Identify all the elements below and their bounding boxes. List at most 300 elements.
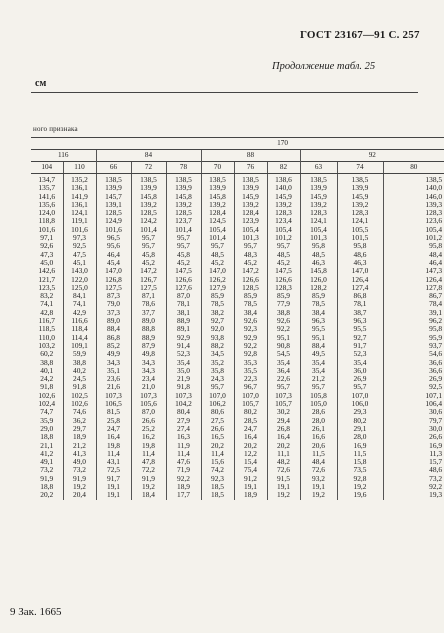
table-cell: 16,9 [353, 440, 367, 450]
table-cell: 45,2 [177, 257, 190, 267]
table-cell: 88,4 [312, 340, 325, 350]
table-cell: 22,3 [244, 374, 257, 384]
table-cell: 96,3 [312, 316, 325, 326]
table-cell: 126,6 [175, 274, 192, 284]
table-cell: 106,4 [425, 399, 443, 409]
value-column [337, 174, 383, 500]
table-cell: 87,1 [142, 291, 155, 301]
column-header: 80 [383, 162, 444, 174]
table-cell: 20,2 [277, 440, 290, 450]
table-cell: 49,5 [312, 349, 325, 359]
table-cell: 124,1 [310, 216, 327, 226]
table-cell: 96,2 [429, 316, 443, 326]
table-cell: 128,3 [275, 208, 292, 218]
table-cell: 91,5 [277, 473, 290, 483]
table-cell: 35,8 [211, 365, 224, 375]
table-cell: 73,5 [353, 465, 367, 475]
table-cell: 128,5 [105, 208, 122, 218]
table-cell: 18,5 [211, 490, 224, 500]
table-cell: 135,2 [71, 175, 88, 184]
table-cell: 80,6 [211, 407, 224, 417]
table-cell: 91,8 [177, 382, 190, 392]
table-cell: 78,5 [312, 299, 325, 309]
table-cell: 143,0 [71, 266, 88, 276]
table-cell: 78,4 [429, 299, 443, 309]
value-column [267, 174, 300, 500]
table-cell: 15,6 [211, 457, 224, 467]
table-cell: 128,5 [175, 208, 192, 218]
table-cell: 95,8 [353, 241, 367, 251]
table-cell: 72,5 [107, 465, 120, 475]
column-header: 78 [166, 162, 201, 174]
table-cell: 93,7 [429, 340, 443, 350]
value-column [96, 174, 131, 500]
table-cell: 127,8 [425, 282, 443, 292]
table-cell: 72,2 [142, 465, 155, 475]
table-cell: 49,1 [40, 457, 54, 467]
table-cell: 92,2 [277, 324, 290, 334]
table-cell: 86,7 [429, 291, 443, 301]
table-cell: 19,2 [73, 481, 86, 491]
continuation-note: Продолжение табл. 25 [272, 61, 376, 72]
table-cell: 105,4 [209, 224, 226, 234]
table-cell: 126,8 [105, 274, 122, 284]
table-cell: 19,3 [429, 490, 443, 500]
table-cell: 139,2 [209, 199, 226, 209]
table-cell: 96,5 [107, 233, 120, 243]
table-cell: 87,9 [142, 340, 155, 350]
table-cell: 118,5 [38, 324, 55, 334]
table-cell: 35,5 [244, 365, 257, 375]
table-cell: 45,2 [211, 257, 224, 267]
table-cell: 47,3 [40, 249, 54, 259]
table-cell: 139,2 [242, 199, 259, 209]
table-cell: 128,3 [275, 282, 292, 292]
value-column [63, 174, 96, 500]
table-cell: 95,7 [277, 241, 290, 251]
value-column [201, 174, 234, 500]
table-cell: 26,8 [277, 423, 290, 433]
table-cell: 45,1 [73, 257, 86, 267]
table-cell: 91,8 [73, 382, 86, 392]
table-cell: 92,9 [244, 332, 257, 342]
table-cell: 85,2 [107, 340, 120, 350]
table-cell: 139,2 [275, 199, 292, 209]
table-cell: 52,3 [177, 349, 190, 359]
table-cell: 24,7 [244, 423, 257, 433]
table-cell: 11,3 [429, 448, 443, 458]
table-cell: 54,5 [277, 349, 290, 359]
table-cell: 86,8 [107, 332, 120, 342]
table-cell: 19,1 [107, 490, 120, 500]
table-cell: 29,7 [73, 423, 86, 433]
table-cell: 40,2 [73, 365, 86, 375]
table-cell: 25,8 [107, 415, 120, 425]
table-cell: 95,9 [429, 332, 443, 342]
table-cell: 54,6 [429, 349, 443, 359]
height-header: 170 [31, 138, 444, 150]
table-cell: 52,3 [353, 349, 367, 359]
table-cell: 147,0 [351, 266, 369, 276]
table-cell: 35,4 [277, 357, 290, 367]
table-cell: 139,2 [351, 199, 369, 209]
table-cell: 95,6 [107, 241, 120, 251]
table-cell: 110,0 [38, 332, 55, 342]
table-cell: 123,9 [242, 216, 259, 226]
table-cell: 79,7 [429, 415, 443, 425]
table-cell: 26,1 [312, 423, 325, 433]
table-cell: 125,0 [71, 282, 88, 292]
table-cell: 92,5 [73, 241, 86, 251]
table-cell: 20,2 [244, 440, 257, 450]
table-cell: 41,2 [40, 448, 54, 458]
table-cell: 46,4 [429, 257, 443, 267]
table-cell: 48,3 [244, 249, 257, 259]
table-cell: 35,0 [177, 365, 190, 375]
table-cell: 126,0 [310, 274, 327, 284]
table-cell: 138,5 [105, 175, 122, 184]
table-cell: 97,3 [73, 233, 86, 243]
table-cell: 11,4 [142, 448, 155, 458]
table-cell: 12,2 [244, 448, 257, 458]
table-cell: 45,8 [142, 249, 155, 259]
data-table [31, 137, 444, 500]
table-cell: 78,1 [177, 299, 190, 309]
table-cell: 92,5 [429, 382, 443, 392]
table-cell: 101,2 [275, 233, 292, 243]
table-cell: 38,8 [73, 357, 86, 367]
table-cell: 34,5 [211, 349, 224, 359]
table-cell: 73,2 [73, 465, 86, 475]
table-cell: 147,5 [275, 266, 292, 276]
table-cell: 106,0 [351, 399, 369, 409]
table-cell: 92,7 [353, 332, 367, 342]
table-cell: 123,6 [425, 216, 443, 226]
table-cell: 26,6 [211, 423, 224, 433]
table-cell: 86,8 [353, 291, 367, 301]
table-cell: 77,9 [277, 299, 290, 309]
table-cell: 24,5 [73, 374, 86, 384]
table-cell: 48,2 [277, 457, 290, 467]
table-cell: 47,6 [177, 457, 190, 467]
table-cell: 147,3 [425, 266, 443, 276]
table-cell: 127,5 [140, 282, 157, 292]
table-cell: 21,0 [142, 382, 155, 392]
table-cell: 35,4 [312, 365, 325, 375]
table-body [31, 174, 444, 500]
table-cell: 15,8 [353, 457, 367, 467]
table-cell: 147,0 [105, 266, 122, 276]
table-cell: 105,4 [275, 224, 292, 234]
table-cell: 139,9 [242, 183, 259, 193]
table-cell: 107,0 [209, 390, 226, 400]
table-cell: 49,9 [107, 349, 120, 359]
table-cell: 49,0 [73, 457, 86, 467]
table-cell: 59,9 [73, 349, 86, 359]
table-cell: 105,5 [351, 224, 369, 234]
table-cell: 92,8 [244, 349, 257, 359]
table-cell: 16,4 [277, 432, 290, 442]
column-header: 66 [96, 162, 131, 174]
table-cell: 147,2 [140, 266, 157, 276]
table-cell: 87,0 [177, 291, 190, 301]
table-cell: 28,0 [312, 415, 325, 425]
table-cell: 20,2 [40, 490, 54, 500]
table-cell: 26,9 [429, 374, 443, 384]
table-cell: 74,1 [73, 299, 86, 309]
table-cell: 91,4 [177, 340, 190, 350]
table-cell: 139,2 [175, 199, 192, 209]
table-cell: 36,4 [277, 365, 290, 375]
table-cell: 105,4 [242, 224, 259, 234]
table-cell: 92,0 [211, 324, 224, 334]
table-cell: 139,9 [351, 183, 369, 193]
table-cell: 19,1 [107, 481, 120, 491]
table-cell: 91,9 [40, 473, 54, 483]
table-cell: 24,2 [40, 374, 54, 384]
table-cell: 106,2 [209, 399, 226, 409]
table-cell: 116,6 [71, 316, 88, 326]
table-cell: 145,7 [105, 191, 122, 201]
table-cell: 36,6 [429, 357, 443, 367]
table-cell: 29,4 [277, 415, 290, 425]
table-cell: 19,2 [277, 490, 290, 500]
table-cell: 19,6 [353, 490, 367, 500]
table-cell: 145,8 [310, 266, 327, 276]
table-cell: 88,4 [107, 324, 120, 334]
table-cell: 88,8 [142, 324, 155, 334]
table-cell: 73,2 [40, 465, 54, 475]
table-cell: 16,4 [244, 432, 257, 442]
table-cell: 45,4 [107, 257, 120, 267]
table-cell: 35,4 [312, 357, 325, 367]
table-cell: 47,5 [73, 249, 86, 259]
table-cell: 95,5 [312, 324, 325, 334]
table-cell: 16,9 [429, 440, 443, 450]
table-cell: 46,4 [107, 249, 120, 259]
table-cell: 127,6 [175, 282, 192, 292]
column-header: 74 [337, 162, 383, 174]
table-cell: 139,3 [425, 199, 443, 209]
table-cell: 123,7 [175, 216, 192, 226]
table-cell: 89,0 [142, 316, 155, 326]
table-cell: 124,9 [105, 216, 122, 226]
table-cell: 74,1 [40, 299, 54, 309]
table-cell: 139,9 [209, 183, 226, 193]
table-cell: 74,7 [40, 407, 54, 417]
table-cell: 45,2 [142, 257, 155, 267]
table-cell: 101,6 [105, 224, 122, 234]
table-cell: 128,3 [310, 208, 327, 218]
table-cell: 145,8 [175, 191, 192, 201]
table-cell: 78,5 [244, 299, 257, 309]
table-cell: 102,6 [38, 390, 56, 400]
table-cell: 89,0 [107, 316, 120, 326]
table-cell: 25,2 [142, 423, 155, 433]
table-cell: 72,6 [312, 465, 325, 475]
table-cell: 105,4 [310, 224, 327, 234]
table-cell: 78,5 [211, 299, 224, 309]
table-cell: 138,5 [242, 175, 259, 184]
table-cell: 128,4 [209, 208, 226, 218]
table-cell: 21,6 [107, 382, 120, 392]
table-cell: 128,3 [425, 208, 443, 218]
table-cell: 38,4 [244, 307, 257, 317]
table-cell: 45,2 [244, 257, 257, 267]
table-cell: 22,6 [277, 374, 290, 384]
table-cell: 141,6 [38, 191, 56, 201]
table-cell: 40,1 [40, 365, 54, 375]
table-cell: 35,9 [40, 415, 54, 425]
table-cell: 83,2 [40, 291, 54, 301]
table-cell: 18,8 [40, 481, 54, 491]
table-cell: 75,4 [244, 465, 257, 475]
table-cell: 29,3 [353, 407, 367, 417]
table-cell: 19,1 [244, 481, 257, 491]
table-cell: 11,5 [312, 448, 325, 458]
table-cell: 91,9 [142, 473, 155, 483]
table-cell: 80,2 [353, 415, 367, 425]
table-cell: 30,2 [277, 407, 290, 417]
table-cell: 101,3 [310, 233, 327, 243]
table-cell: 102,5 [71, 390, 88, 400]
table-cell: 101,5 [351, 233, 369, 243]
table-cell: 128,4 [242, 208, 259, 218]
table-cell: 37,3 [107, 307, 120, 317]
table-cell: 102,4 [38, 399, 56, 409]
table-cell: 127,9 [209, 282, 226, 292]
table-cell: 35,4 [177, 357, 190, 367]
table-cell: 128,5 [242, 282, 259, 292]
table-cell: 95,8 [312, 241, 325, 251]
table-cell: 18,9 [177, 481, 190, 491]
table-cell: 145,9 [275, 191, 292, 201]
value-column [234, 174, 267, 500]
table-cell: 34,3 [107, 357, 120, 367]
table-cell: 35,3 [244, 357, 257, 367]
table-cell: 124,0 [38, 208, 56, 218]
table-cell: 21,9 [177, 374, 190, 384]
table-cell: 30,0 [429, 423, 443, 433]
table-cell: 139,2 [140, 199, 157, 209]
table-cell: 101,4 [209, 233, 226, 243]
table-cell: 38,2 [211, 307, 224, 317]
table-cell: 20,2 [211, 440, 224, 450]
value-column [383, 174, 444, 500]
header-rule [31, 92, 418, 93]
table-cell: 95,7 [211, 382, 224, 392]
table-cell: 127,5 [105, 282, 122, 292]
table-cell: 16,6 [312, 432, 325, 442]
table-cell: 96,7 [244, 382, 257, 392]
table-cell: 39,1 [429, 307, 443, 317]
table-cell: 88,2 [211, 340, 224, 350]
table-cell: 92,6 [277, 316, 290, 326]
table-cell: 91,8 [40, 382, 54, 392]
table-cell: 147,2 [242, 266, 259, 276]
table-cell: 138,5 [140, 175, 157, 184]
value-column [300, 174, 337, 500]
table-cell: 11,4 [177, 448, 190, 458]
table-cell: 18,4 [142, 490, 155, 500]
table-cell: 136,1 [71, 199, 88, 209]
table-cell: 123,4 [275, 216, 292, 226]
table-cell: 36,2 [73, 415, 86, 425]
table-cell: 105,0 [310, 399, 327, 409]
table-cell: 128,2 [310, 282, 327, 292]
table-cell: 18,8 [40, 432, 54, 442]
table-cell: 28,0 [353, 432, 367, 442]
table-cell: 85,9 [211, 291, 224, 301]
table-cell: 126,7 [140, 274, 157, 284]
table-cell: 48,6 [429, 465, 443, 475]
group-header: 92 [300, 150, 444, 162]
table-cell: 38,8 [40, 357, 54, 367]
table-cell: 104,2 [175, 399, 192, 409]
table-cell: 95,7 [142, 233, 155, 243]
table-cell: 45,2 [277, 257, 290, 267]
table-cell: 138,5 [209, 175, 226, 184]
table-cell: 27,4 [177, 423, 190, 433]
table-cell: 118,8 [38, 216, 55, 226]
column-header: 104 [31, 162, 63, 174]
table-cell: 126,4 [351, 274, 369, 284]
table-cell: 124,2 [140, 216, 157, 226]
table-cell: 81,5 [107, 407, 120, 417]
table-cell: 21,2 [73, 440, 86, 450]
table-cell: 136,1 [71, 183, 88, 193]
table-cell: 78,1 [353, 299, 367, 309]
table-cell: 35,2 [211, 357, 224, 367]
table-cell: 48,4 [312, 457, 325, 467]
table-cell: 95,7 [142, 241, 155, 251]
table-cell: 95,7 [177, 233, 190, 243]
table-cell: 142,6 [38, 266, 56, 276]
table-cell: 145,8 [140, 191, 157, 201]
table-cell: 139,9 [310, 183, 327, 193]
table-cell: 11,4 [107, 448, 120, 458]
table-cell: 93,2 [312, 473, 325, 483]
table-cell: 79,0 [107, 299, 120, 309]
value-column [166, 174, 201, 500]
table-cell: 95,7 [277, 382, 290, 392]
table-cell: 19,8 [107, 440, 120, 450]
table-cell: 34,3 [142, 357, 155, 367]
table-cell: 38,1 [177, 307, 190, 317]
table-cell: 141,9 [71, 191, 88, 201]
table-cell: 23,6 [107, 374, 120, 384]
table-cell: 19,2 [142, 481, 155, 491]
column-header: 70 [201, 162, 234, 174]
table-cell: 134,7 [38, 175, 56, 184]
table-cell: 60,2 [40, 349, 54, 359]
table-cell: 101,6 [71, 224, 88, 234]
table-cell: 26,9 [353, 374, 367, 384]
table-cell: 140,0 [425, 183, 443, 193]
table-cell: 135,7 [38, 183, 56, 193]
value-column [131, 174, 166, 500]
table-cell: 145,9 [310, 191, 327, 201]
table-cell: 38,7 [353, 307, 367, 317]
table-cell: 92,3 [211, 473, 224, 483]
table-cell: 18,9 [73, 432, 86, 442]
table-cell: 114,4 [71, 332, 88, 342]
column-header: 110 [63, 162, 96, 174]
table-cell: 29,1 [353, 423, 367, 433]
table-cell: 102,6 [71, 399, 88, 409]
table-cell: 124,1 [71, 208, 88, 218]
table-cell: 87,3 [107, 291, 120, 301]
